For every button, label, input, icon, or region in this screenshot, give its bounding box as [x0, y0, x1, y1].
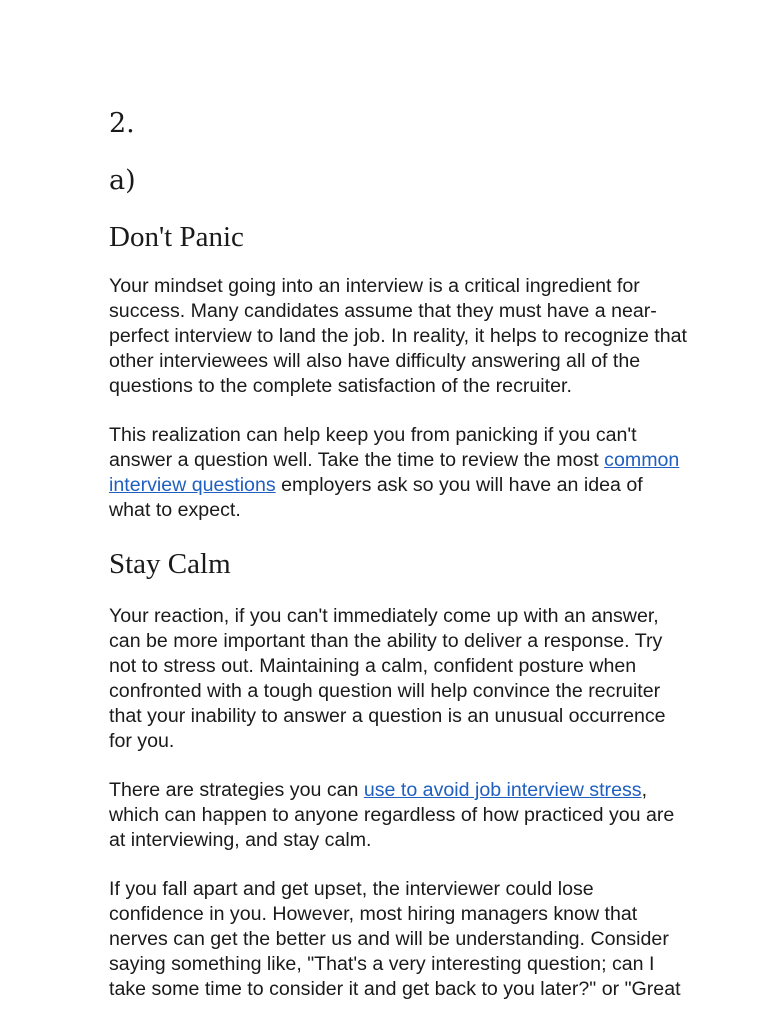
text-segment: There are strategies you can: [109, 779, 364, 801]
text-segment: employers ask so you will have an idea of: [275, 474, 643, 496]
heading-stay-calm: Stay Calm: [109, 548, 231, 580]
text-line: take some time to consider it and get back to you later?" or "Great: [109, 978, 681, 1000]
text-line: can be more important than the ability to deliver a response. Try: [109, 630, 663, 652]
link-common-interview-questions-part1[interactable]: common: [604, 449, 680, 471]
subsection-letter: a): [109, 165, 136, 196]
text-line: confronted with a tough question will help convince the recruiter: [109, 680, 661, 702]
article-body: [109, 104, 768, 1002]
heading-dont-panic: Don't Panic: [109, 221, 244, 253]
text-segment: ,: [641, 779, 648, 801]
text-line: Your reaction, if you can't immediately come up with an answer,: [109, 605, 659, 627]
text-line: at interviewing, and stay calm.: [109, 829, 372, 851]
text-line: nerves can get the better us and will be understanding. Consider: [109, 928, 669, 950]
text-line: [109, 473, 768, 498]
text-line: confidence in you. However, most hiring managers know that: [109, 903, 638, 925]
paragraph-mindset: [109, 274, 768, 399]
paragraph-strategies: [109, 778, 768, 853]
text-line: other interviewees will also have difficulty answering all of the: [109, 350, 641, 372]
text-line: saying something like, "That's a very interesting question; can I: [109, 953, 655, 975]
text-line: which can happen to anyone regardless of how practiced you are: [109, 804, 675, 826]
text-line: Your mindset going into an interview is a critical ingredient for: [109, 275, 640, 297]
text-line: that your inability to answer a question is an unusual occurrence: [109, 705, 666, 727]
link-common-interview-questions[interactable]: interview questions: [109, 474, 276, 496]
section-number: 2.: [109, 108, 135, 139]
text-line: for you.: [109, 730, 175, 752]
text-line: success. Many candidates assume that they must have a near-: [109, 300, 657, 322]
text-line: not to stress out. Maintaining a calm, confident posture when: [109, 655, 637, 677]
text-line: what to expect.: [109, 499, 241, 521]
paragraph-realization: [109, 423, 768, 523]
text-line: This realization can help keep you from panicking if you can't: [109, 424, 637, 446]
text-line: questions to the complete satisfaction of the recruiter.: [109, 375, 572, 397]
text-line: If you fall apart and get upset, the interviewer could lose: [109, 878, 594, 900]
link-avoid-interview-stress[interactable]: use to avoid job interview stress: [363, 779, 642, 801]
text-segment: answer a question well. Take the time to review the most: [109, 449, 605, 471]
paragraph-reaction: [109, 604, 768, 754]
paragraph-fall-apart: [109, 877, 768, 1002]
text-line: perfect interview to land the job. In reality, it helps to recognize that: [109, 325, 687, 347]
text-line: [109, 448, 768, 473]
text-line: [109, 778, 768, 803]
